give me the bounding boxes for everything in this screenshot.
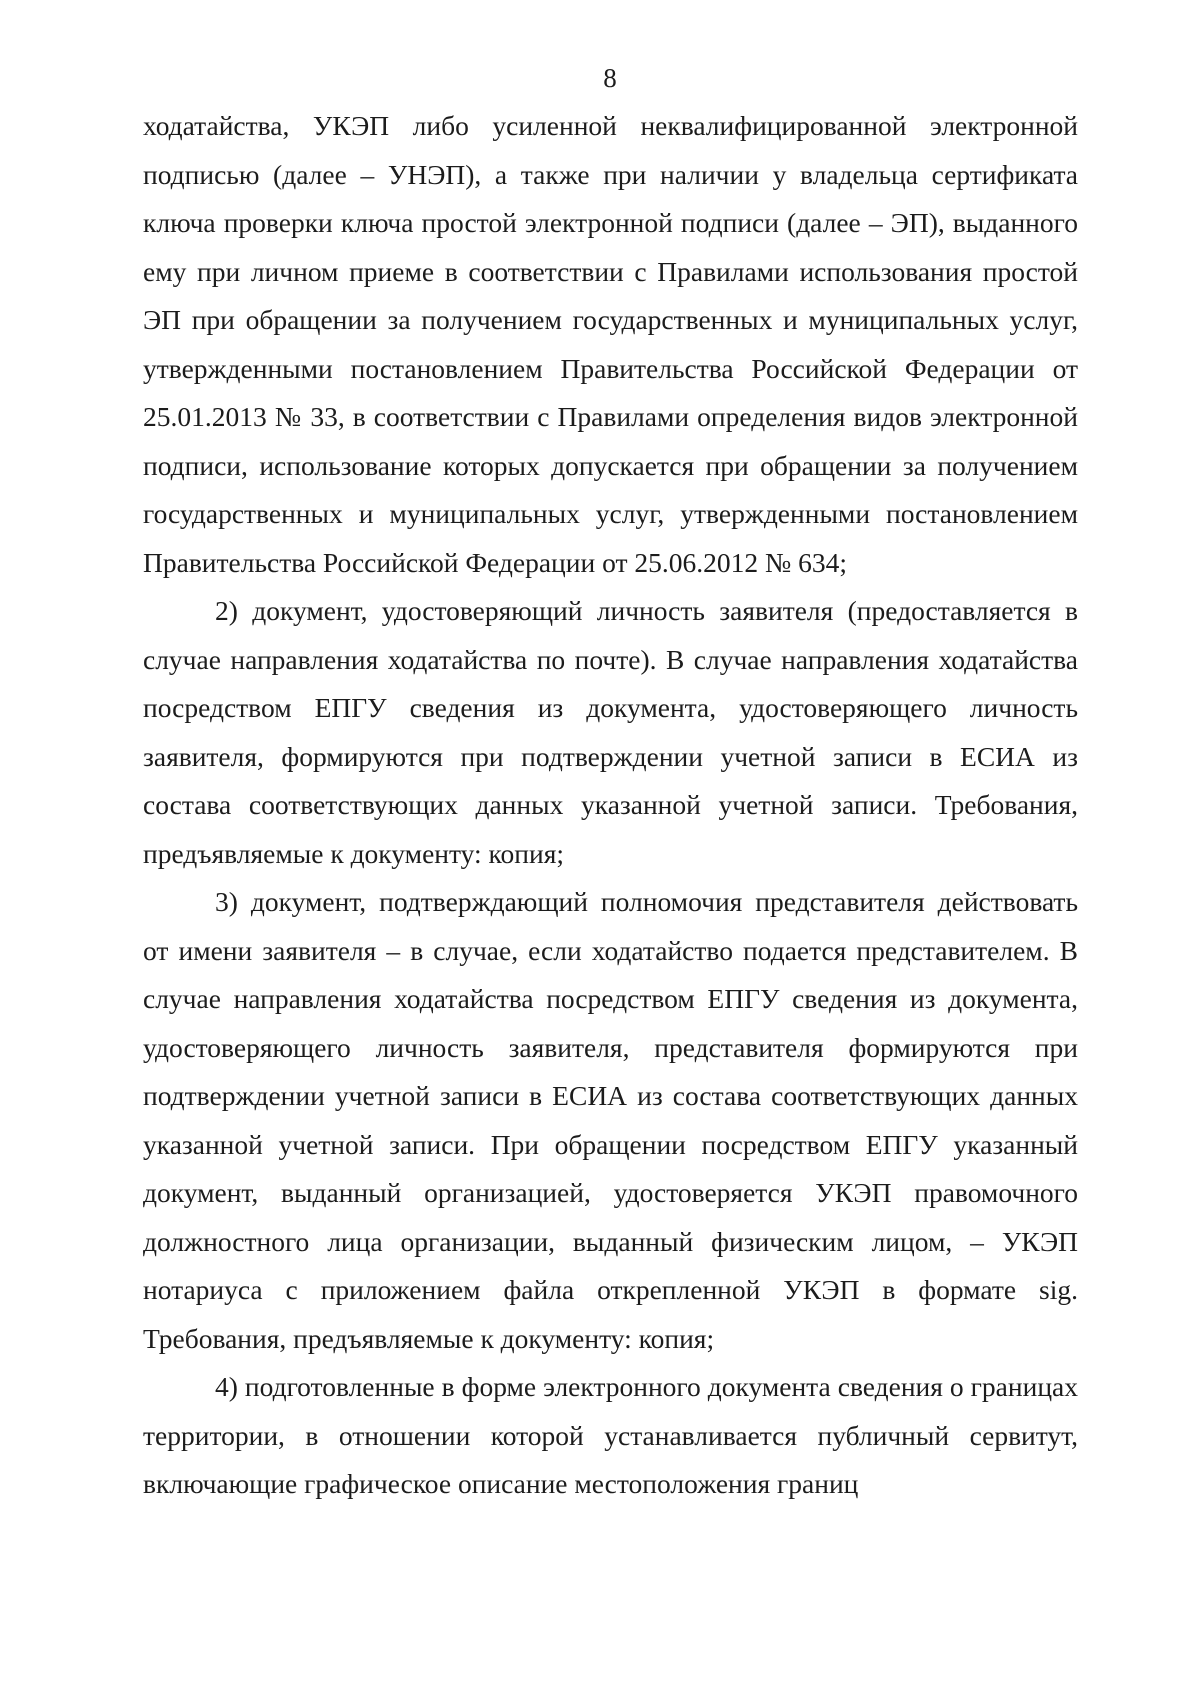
document-body [143,102,1078,1509]
paragraph-item-3: 3) документ, подтверждающий полномочия представителя действовать от имени заявителя – в случае, если ходатайство подается представителем. В случае направления ходатайства посредством ЕПГУ сведения из документа, удостоверяющего личность заявителя, представителя формируются при подтверждении учетной записи в ЕСИА из состава соответствующих данных указанной учетной записи. При обращении посредством ЕПГУ указанный документ, выданный организацией, удостоверяется УКЭП правомочного должностного лица организации, выданный физическим лицом, – УКЭП нотариуса с приложением файла открепленной УКЭП в формате sig. Требования, предъявляемые к документу: копия; [143,886,1078,1354]
paragraph-continuation: ходатайства, УКЭП либо усиленной неквалифицированной электронной подписью (далее – УНЭП), а также при наличии у владельца сертификата ключа проверки ключа простой электронной подписи (далее – ЭП), выданного ему при личном приеме в соответствии с Правилами использования простой ЭП при обращении за получением государственных и муниципальных услуг, утвержденными постановлением Правительства Российской Федерации от 25.01.2013 № 33, в соответствии с Правилами определения видов электронной подписи, использование которых допускается при обращении за получением государственных и муниципальных услуг, утвержденными постановлением Правительства Российской Федерации от 25.06.2012 № 634; [143,110,1078,578]
paragraph-item-2: 2) документ, удостоверяющий личность заявителя (предоставляется в случае направления ходатайства по почте). В случае направления ходатайства посредством ЕПГУ сведения из документа, удостоверяющего личность заявителя, формируются при подтверждении учетной записи в ЕСИА из состава соответствующих данных указанной учетной записи. Требования, предъявляемые к документу: копия; [143,595,1078,869]
page-number: 8 [603,63,617,93]
paragraph-item-4: 4) подготовленные в форме электронного документа сведения о границах территории, в отношении которой устанавливается публичный сервитут, включающие графическое описание местоположения границ [143,1371,1078,1499]
